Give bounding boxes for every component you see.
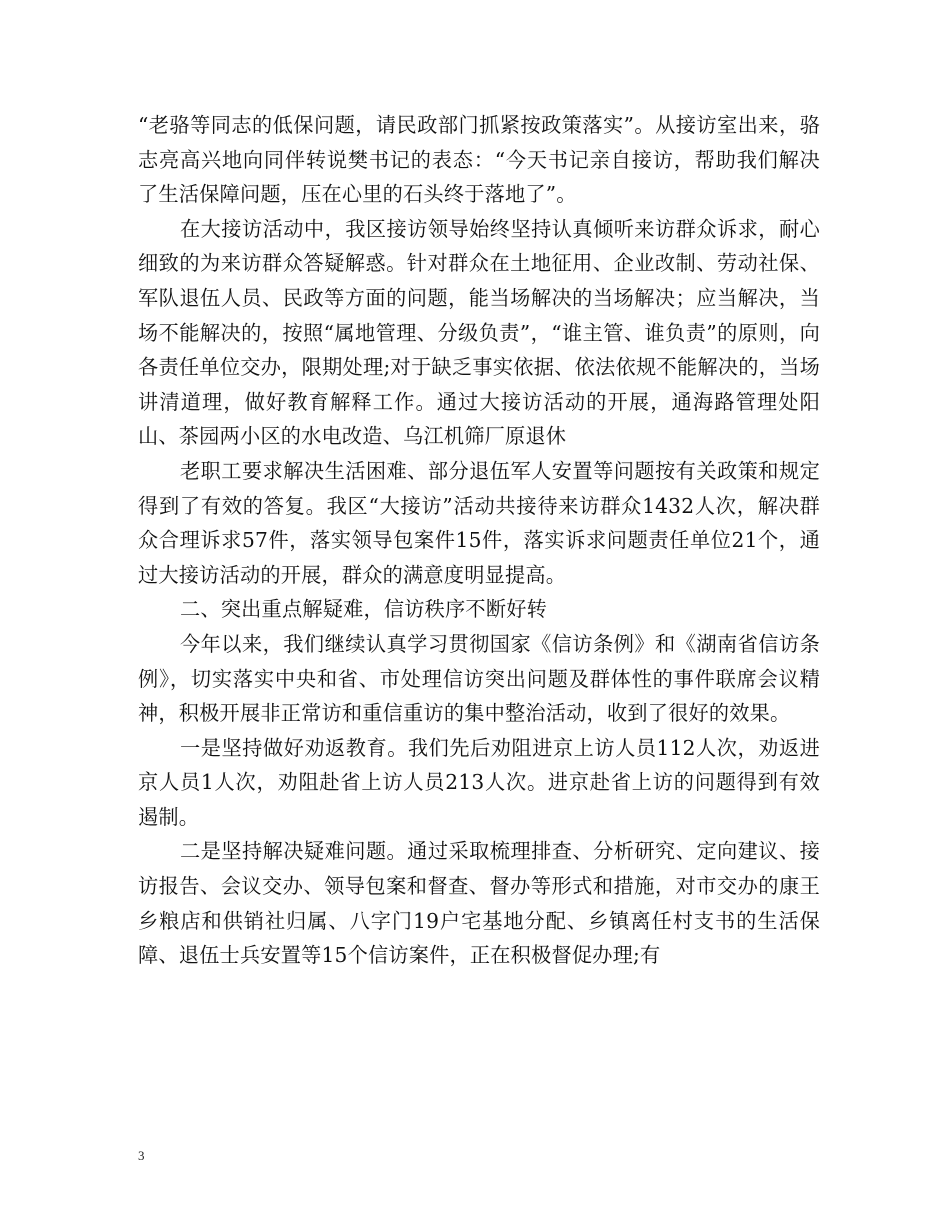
paragraph-2: 在大接访活动中，我区接访领导始终坚持认真倾听来访群众诉求，耐心细致的为来访群众答疑解惑。针对群众在土地征用、企业改制、劳动社保、军队退伍人员、民政等方面的问题，能当场解决的当场解决；应当解决，当场不能解决的，按照“属地管理、分级负责”，“谁主管、谁负责”的原则，向各责任单位交办，限期处理;对于缺乏事实依据、依法依规不能解决的，当场讲清道理，做好教育解释工作。通过大接访活动的开展，通海路管理处阳山、茶园两小区的水电改造、乌江机筛厂原退休	[138, 216, 820, 449]
paragraph-6: 二是坚持解决疑难问题。通过采取梳理排查、分析研究、定向建议、接访报告、会议交办、领导包案和督查、督办等形式和措施，对市交办的康王乡粮店和供销社归属、八字门19户宅基地分配、乡镇离任村支书的生活保障、退伍士兵安置等15个信访案件，正在积极督促办理;有	[138, 839, 820, 968]
page-number: 3	[138, 1148, 145, 1163]
document-body	[138, 108, 820, 973]
section-heading: 二、突出重点解疑难，信访秩序不断好转	[180, 597, 547, 622]
paragraph-1: “老骆等同志的低保问题，请民政部门抓紧按政策落实”。从接访室出来，骆志亮高兴地向同伴转说樊书记的表态：“今天书记亲自接访，帮助我们解决了生活保障问题，压在心里的石头终于落地了”。	[138, 113, 820, 207]
paragraph-3: 老职工要求解决生活困难、部分退伍军人安置等问题按有关政策和规定得到了有效的答复。我区“大接访”活动共接待来访群众1432人次，解决群众合理诉求57件，落实领导包案件15件，落实诉求问题责任单位21个，通过大接访活动的开展，群众的满意度明显提高。	[138, 458, 820, 587]
paragraph-4: 今年以来，我们继续认真学习贯彻国家《信访条例》和《湖南省信访条例》，切实落实中央和省、市处理信访突出问题及群体性的事件联席会议精神，积极开展非正常访和重信重访的集中整治活动，收到了很好的效果。	[138, 631, 820, 726]
paragraph-5: 一是坚持做好劝返教育。我们先后劝阻进京上访人员112人次，劝返进京人员1人次，劝阻赴省上访人员213人次。进京赴省上访的问题得到有效遏制。	[138, 735, 820, 829]
